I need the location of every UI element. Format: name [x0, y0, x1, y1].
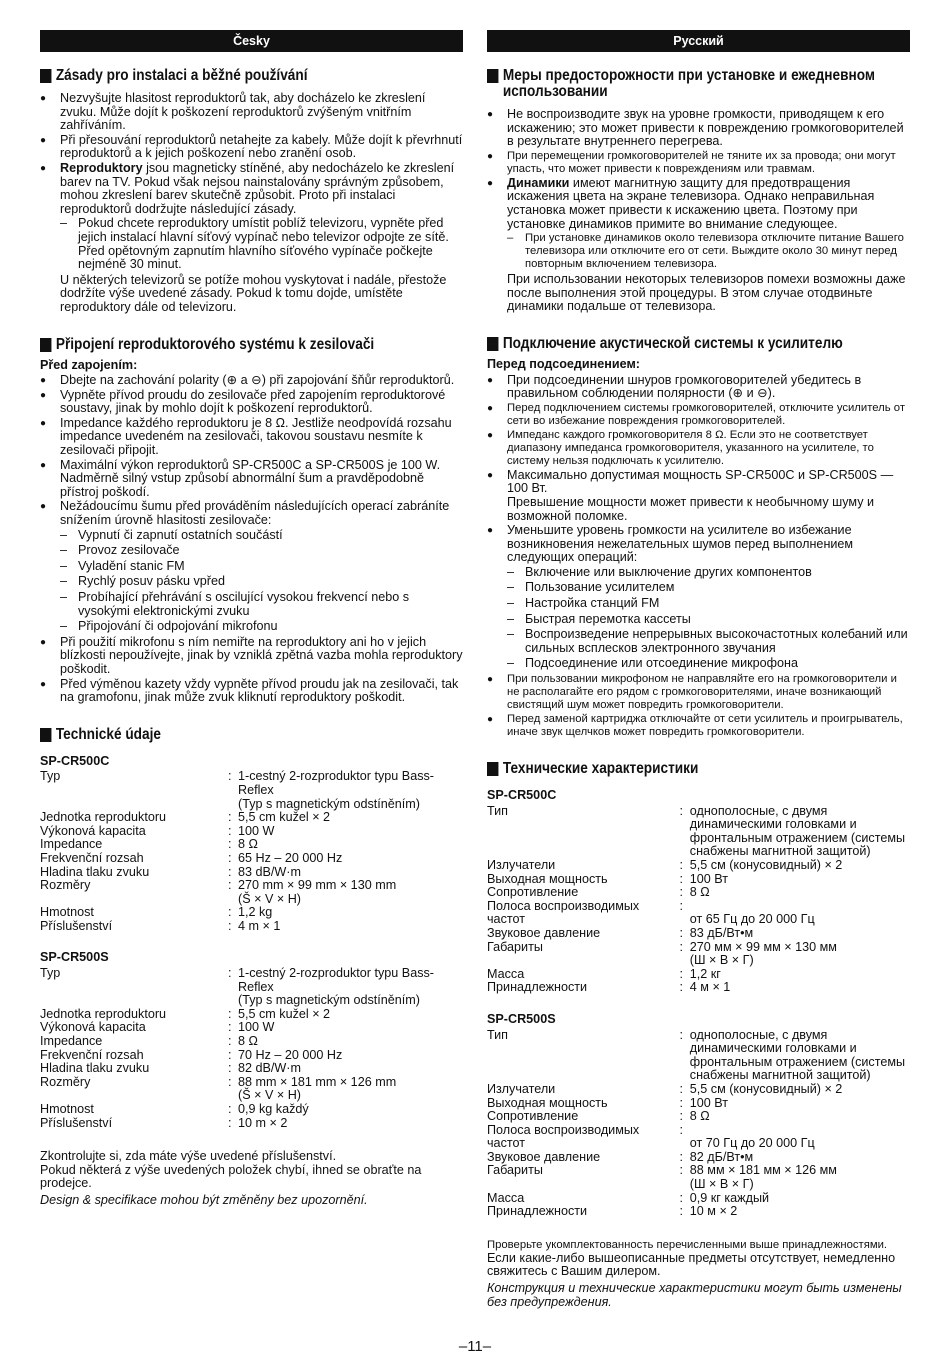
spec-label: Сопротивление [487, 885, 579, 900]
spec-label: Выходная мощность [487, 871, 608, 886]
list-item: ● Dbejte na zachování polarity (⊕ a ⊖) při zapojování šňůr reproduktorů. [40, 374, 463, 388]
spec-colon: : [679, 803, 684, 818]
spec-label: Принадлежности [487, 1204, 588, 1219]
list-item: ● Před výměnou kazety vždy vypněte přívod proudu jak na zesilovači, tak na gramofonu, jinak může zvuk kliknutí reproduktory poškodit. [40, 678, 463, 705]
dash-item: – Probíhající přehrávání s oscilující vysokou frekvencí nebo s vysokými elektronickými zvuku [40, 591, 463, 618]
spec-colon: : [228, 918, 232, 933]
spec-row [487, 981, 910, 995]
spec-table [487, 1029, 910, 1219]
spec-value: 270 mm × 99 mm × 130 mm (Š × V × H) [238, 878, 397, 906]
spec-label: Принадлежности [487, 980, 588, 995]
spec-label: Hmotnost [40, 1102, 94, 1116]
spec-row [40, 967, 463, 1008]
spec-value: 1-cestný 2-rozproduktor typu Bass-Reflex (Typ s magnetickým odstíněním) [238, 966, 434, 1008]
spec-label: Impedance [40, 1034, 103, 1049]
spec-row [40, 852, 463, 866]
spec-value: 8 Ω [238, 837, 258, 852]
spec-label: Rozměry [40, 878, 91, 893]
spec-colon: : [679, 966, 684, 981]
page-number: –11– [458, 1338, 492, 1355]
section-title: Меры предосторожности при установке и ежедневном использовании [487, 68, 916, 100]
spec-value: 100 Вт [689, 871, 729, 886]
spec-colon: : [679, 925, 684, 940]
spec-label: Тип [487, 803, 508, 818]
spec-colon: : [679, 1109, 684, 1124]
spec-value: 8 Ω [689, 1109, 710, 1124]
spec-row [40, 1008, 463, 1022]
spec-value: 82 дБ/Вт•м [689, 1149, 754, 1164]
spec-value: 100 W [238, 823, 275, 838]
spec-colon: : [679, 858, 684, 872]
spec-row [40, 770, 463, 811]
spec-label: Jednotka reproduktoru [40, 1006, 167, 1021]
spec-colon: : [679, 1095, 684, 1110]
section-specifications [487, 761, 910, 1309]
spec-label: Výkonová kapacita [40, 823, 146, 838]
spec-row [40, 866, 463, 880]
paragraph: Превышение мощности может привести к необычному шуму и возможной поломке. [507, 494, 875, 523]
list-item: ● Перед заменой картриджа отключайте от сети усилитель и проигрыватель, иначе звук щелчков может повредить громкоговорители. [487, 713, 910, 739]
list-item: ● При перемещении громкоговорителей не тяните их за провода; они могут упасть, что может привести к повреждениям или травмам. [487, 150, 910, 176]
spec-value: 10 м × 2 [689, 1204, 738, 1219]
disclaimer: Конструкция и технические характеристики могут быть изменены без предупреждения. [487, 1281, 902, 1309]
section-specifications [40, 727, 463, 1208]
spec-label: Typ [40, 966, 61, 981]
section-installation [487, 68, 910, 314]
spec-label: Масса [487, 1190, 525, 1205]
spec-colon: : [228, 823, 232, 838]
spec-colon: : [679, 939, 684, 954]
dash-item: – Включение или выключение других компонентов [487, 566, 910, 580]
section-title: Technické údaje [40, 727, 412, 743]
spec-table [40, 967, 463, 1130]
spec-row [487, 1083, 910, 1097]
list-item: ● Při přesouvání reproduktorů netahejte za kabely. Může dojít k převrhnutí reproduktorů a k jejich poškození nebo zranění osob. [40, 134, 463, 161]
spec-label: Rozměry [40, 1074, 91, 1089]
spec-value: 100 W [238, 1020, 275, 1035]
dash-item: – Пользование усилителем [487, 581, 910, 595]
list-item [487, 469, 910, 523]
spec-label: Габариты [487, 939, 543, 954]
dash-item: – Připojování či odpojování mikrofonu [40, 620, 463, 634]
spec-colon: : [679, 871, 684, 886]
spec-label: Излучатели [487, 1081, 556, 1096]
spec-label: Звуковое давление [487, 925, 601, 940]
list-item: ● При подсоединении шнуров громкоговорителей убедитесь в правильном соблюдении полярности (⊕ и ⊖). [487, 374, 910, 401]
spec-label: Frekvenční rozsah [40, 1047, 144, 1062]
spec-row [40, 1049, 463, 1063]
spec-row [40, 1076, 463, 1103]
subheading: Před zapojením: [40, 357, 138, 372]
spec-row [487, 859, 910, 873]
spec-value: 0,9 кг каждый [689, 1190, 770, 1205]
dash-item: – Vypnutí či zapnutí ostatních součástí [40, 529, 463, 543]
spec-label: Звуковое давление [487, 1149, 601, 1164]
spec-row [487, 900, 910, 927]
spec-value: 70 Hz – 20 000 Hz [238, 1047, 343, 1062]
section-title: Zásady pro instalaci a běžné používání [40, 68, 412, 84]
spec-row [487, 1192, 910, 1206]
section-connection [487, 336, 910, 739]
accessories-note-small: Проверьте укомплектованность перечисленными выше принадлежностями. [487, 1238, 888, 1251]
spec-row [40, 825, 463, 839]
spec-label: Масса [487, 966, 525, 981]
spec-colon: : [679, 1081, 684, 1096]
spec-row [40, 1062, 463, 1076]
spec-colon: : [228, 1074, 232, 1089]
spec-colon: : [228, 1047, 232, 1062]
spec-row [487, 805, 910, 859]
spec-row [40, 1035, 463, 1049]
spec-row [487, 1029, 910, 1083]
spec-label: Выходная мощность [487, 1095, 608, 1110]
spec-row [40, 879, 463, 906]
model-name: SP-CR500S [487, 1011, 556, 1026]
spec-row [487, 1097, 910, 1111]
spec-label: Výkonová kapacita [40, 1020, 146, 1035]
section-title: Подключение акустической системы к усилителю [487, 336, 859, 352]
spec-colon: : [228, 1034, 232, 1049]
spec-value: 5,5 cm kužel × 2 [238, 810, 331, 825]
spec-colon: : [679, 1122, 684, 1137]
list-item: ● Impedance každého reproduktoru je 8 Ω. Jestliže neodpovídá rozsahu impedance uvedeném na zesilovači, takovou soustavu nesmíte k zesilovači připojit. [40, 417, 463, 458]
spec-row [487, 1205, 910, 1219]
dash-item: – Подсоединение или отсоединение микрофона [487, 657, 910, 671]
spec-label: Тип [487, 1027, 508, 1042]
spec-row [40, 1117, 463, 1131]
spec-row [40, 1021, 463, 1035]
list-item: ● Nežádoucímu šumu před prováděním následujících operací zabráníte snížením úrovně hlasitosti zesilovače: [40, 500, 463, 527]
spec-row [40, 906, 463, 920]
spec-value: от 70 Гц до 20 000 Гц [689, 1136, 815, 1151]
spec-value: 1,2 kg [238, 905, 273, 920]
list-item: ● При пользовании микрофоном не направляйте его на громкоговорители и не располагайте его рядом с громкоговорителями, иначе возникающий свистящий шум может повредить громкоговорители. [487, 673, 910, 712]
russian-column [487, 30, 910, 1309]
czech-column [40, 30, 463, 1208]
spec-row [487, 1110, 910, 1124]
spec-row [487, 886, 910, 900]
dash-item: – Воспроизведение непрерывных высокочастотных колебаний или сильных всплесков электронного звучания [487, 628, 910, 655]
spec-colon: : [679, 898, 684, 913]
spec-label: Hladina tlaku zvuku [40, 1061, 150, 1076]
spec-colon: : [228, 810, 232, 825]
list-item [487, 177, 910, 314]
accessories-note: Zkontrolujte si, zda máte výše uvedené příslušenství. Pokud některá z výše uvedených položek chybí, ihned se obraťte na prodejce. [40, 1149, 422, 1191]
spec-label: Сопротивление [487, 1109, 579, 1124]
disclaimer: Design & specifikace mohou být změněny bez upozornění. [40, 1192, 368, 1207]
spec-row [40, 811, 463, 825]
accessories-note: Если какие-либо вышеописанные предметы отсутствует, немедленно свяжитесь с Вашим дилером. [487, 1250, 896, 1279]
list-item-text: имеют магнитную защиту для предотвращения искажения цвета на экране телевизора. Однако неправильная установка может привести к искажению цвета. Поэтому при установке динамиков примите во внимание следующее. [507, 175, 875, 231]
spec-value: однополосные, с двумя динамическими головками и фронтальным отражением (системы снабжены магнитной защитой) [689, 803, 906, 859]
spec-value: от 65 Гц до 20 000 Гц [689, 912, 815, 927]
spec-label: Typ [40, 769, 61, 784]
spec-value: 10 m × 2 [238, 1115, 288, 1130]
model-name: SP-CR500C [40, 753, 110, 768]
spec-value: 4 м × 1 [689, 980, 731, 995]
spec-colon: : [228, 864, 232, 879]
spec-value: однополосные, с двумя динамическими головками и фронтальным отражением (системы снабжены магнитной защитой) [689, 1027, 906, 1083]
spec-label: Полоса воспроизводимых частот [487, 898, 640, 927]
dash-item: – При установке динамиков около телевизора отключите питание Вашего телевизора или отключите его от сети. Выждите около 30 минут перед повторным включением телевизора. [487, 232, 910, 271]
spec-colon: : [228, 850, 232, 865]
spec-colon: : [228, 905, 232, 920]
dash-item: – Быстрая перемотка кассеты [487, 613, 910, 627]
spec-table [487, 805, 910, 995]
spec-colon: : [228, 1115, 232, 1130]
spec-value: 5,5 см (конусовидный) × 2 [689, 1081, 843, 1096]
spec-colon: : [679, 980, 684, 995]
spec-value: 65 Hz – 20 000 Hz [238, 850, 343, 865]
spec-value: 270 мм × 99 мм × 130 мм (Ш × В × Г) [689, 939, 837, 968]
dash-item: – Vyladění stanic FM [40, 560, 463, 574]
spec-label: Příslušenství [40, 918, 113, 933]
subheading: Перед подсоединением: [487, 356, 640, 371]
section-connection [40, 337, 463, 705]
paragraph: U některých televizorů se potíže mohou vyskytovat i nadále, přestože dodržíte výše uvedené zásady. Pokud k tomu dojde, umístěte reproduktory dále od televizoru. [60, 272, 447, 314]
spec-label: Излучатели [487, 858, 556, 872]
spec-label: Jednotka reproduktoru [40, 810, 167, 825]
spec-value: 8 Ω [238, 1034, 258, 1049]
spec-row [487, 1164, 910, 1191]
list-item [40, 162, 463, 315]
spec-label: Impedance [40, 837, 103, 852]
spec-value: 83 дБ/Вт•м [689, 925, 754, 940]
list-item: ● Maximální výkon reproduktorů SP-CR500C a SP-CR500S je 100 W. Nadměrně silný vstup způsobí abnormální šum a pravděpodobně přístroj poškodí. [40, 459, 463, 500]
spec-value: 1-cestný 2-rozproduktor typu Bass-Reflex (Typ s magnetickým odstíněním) [238, 769, 434, 811]
spec-value: 82 dB/W·m [238, 1061, 301, 1076]
spec-colon: : [228, 1020, 232, 1035]
list-item: ● Импеданс каждого громкоговорителя 8 Ω. Если это не соответствует диапазону импеданса громкоговорителя, указанного на усилителе, то систему нельзя подключать к усилителю. [487, 429, 910, 468]
spec-row [40, 920, 463, 934]
spec-label: Габариты [487, 1163, 543, 1178]
spec-colon: : [228, 1102, 232, 1116]
model-name: SP-CR500C [487, 788, 557, 803]
spec-value: 5,5 cm kužel × 2 [238, 1006, 331, 1021]
spec-colon: : [679, 1149, 684, 1164]
spec-row [487, 941, 910, 968]
spec-colon: : [679, 1027, 684, 1042]
dash-item: – Настройка станций FM [487, 597, 910, 611]
list-item-text: Максимально допустимая мощность SP-CR500C и SP-CR500S — 100 Вт. [507, 467, 894, 496]
spec-row [487, 1151, 910, 1165]
list-item: ● Не воспроизводите звук на уровне громкости, приводящем к его искажению; это может привести к повреждению громкоговорителей в результате внутреннего перегрева. [487, 108, 910, 149]
spec-label: Полоса воспроизводимых частот [487, 1122, 640, 1151]
model-name: SP-CR500S [40, 950, 109, 965]
spec-row [40, 1103, 463, 1117]
dash-item: – Provoz zesilovače [40, 544, 463, 558]
spec-label: Příslušenství [40, 1115, 113, 1130]
list-item: ● Уменьшите уровень громкости на усилителе во избежание возникновения нежелательных шумов перед выполнением следующих операций: [487, 524, 910, 565]
language-header: Русский [487, 30, 910, 52]
spec-row [487, 968, 910, 982]
spec-row [40, 838, 463, 852]
spec-colon: : [228, 1006, 232, 1021]
spec-value: 5,5 см (конусовидный) × 2 [689, 858, 843, 872]
spec-value: 88 mm × 181 mm × 126 mm (Š × V × H) [238, 1074, 397, 1103]
list-item: ● Перед подключением системы громкоговорителей, отключите усилитель от сети во избежание повреждения громкоговорителей. [487, 402, 910, 428]
spec-label: Hmotnost [40, 905, 94, 920]
spec-value: 100 Вт [689, 1095, 729, 1110]
dash-item: – Pokud chcete reproduktory umístit poblíž televizoru, vypněte před jejich instalací hlavní síťový vypínač nebo televizor odpojte ze sítě. Před opětovným zapnutím hlavního síťového vypínače počkejte nejméně 30 minut. [40, 217, 463, 271]
spec-colon: : [228, 837, 232, 852]
spec-colon: : [679, 1204, 684, 1219]
spec-value: 0,9 kg každý [238, 1102, 309, 1116]
list-item: ● Nezvyšujte hlasitost reproduktorů tak, aby docházelo ke zkreslení zvuku. Může dojít k poškození reproduktorů zvýšeným vnitřním zahříváním. [40, 92, 463, 133]
spec-colon: : [228, 966, 232, 981]
spec-row [487, 873, 910, 887]
spec-value: 88 мм × 181 мм × 126 мм (Ш × В × Г) [689, 1163, 837, 1192]
spec-label: Hladina tlaku zvuku [40, 864, 150, 879]
bold-term: Reproduktory [60, 160, 143, 175]
spec-colon: : [679, 1163, 684, 1178]
spec-value: 8 Ω [689, 885, 710, 900]
spec-row [487, 927, 910, 941]
spec-value: 1,2 кг [689, 966, 721, 981]
list-item-text: jsou magneticky stíněné, aby nedocházelo ke zkreslení barev na TV. Pokud však nejsou nainstalovány správným způsobem, mohou zkreslení barev skutečně způsobit. Proto při instalaci reproduktorů dodržujte následující zásady. [60, 160, 455, 216]
list-item: ● Vypněte přívod proudu do zesilovače před zapojením reproduktorové soustavy, jinak by mohlo dojít k poškození reproduktorů. [40, 389, 463, 416]
section-installation [40, 68, 463, 315]
paragraph: При использовании некоторых телевизоров помехи возможны даже после выполнения этой процедуры. В этом случае отодвиньте динамики подальше от телевизора. [507, 272, 906, 314]
spec-colon: : [228, 769, 232, 784]
dash-item: – Rychlý posuv pásku vpřed [40, 575, 463, 589]
spec-table [40, 770, 463, 933]
spec-label: Frekvenční rozsah [40, 850, 144, 865]
spec-colon: : [679, 885, 684, 900]
spec-colon: : [679, 1190, 684, 1205]
list-item: ● Při použití mikrofonu s ním nemiřte na reproduktory ani ho v jejich blízkosti nepoužívejte, jinak by vzniklá zpětná vazba mohla reproduktory poškodit. [40, 636, 463, 677]
spec-row [487, 1124, 910, 1151]
spec-colon: : [228, 1061, 232, 1076]
spec-value: 83 dB/W·m [238, 864, 301, 879]
bold-term: Динамики [507, 175, 570, 190]
spec-colon: : [228, 878, 232, 893]
language-header: Česky [40, 30, 463, 52]
section-title: Připojení reproduktorového systému k zesilovači [40, 337, 412, 353]
spec-value: 4 m × 1 [238, 918, 281, 933]
section-title: Технические характеристики [487, 761, 859, 777]
